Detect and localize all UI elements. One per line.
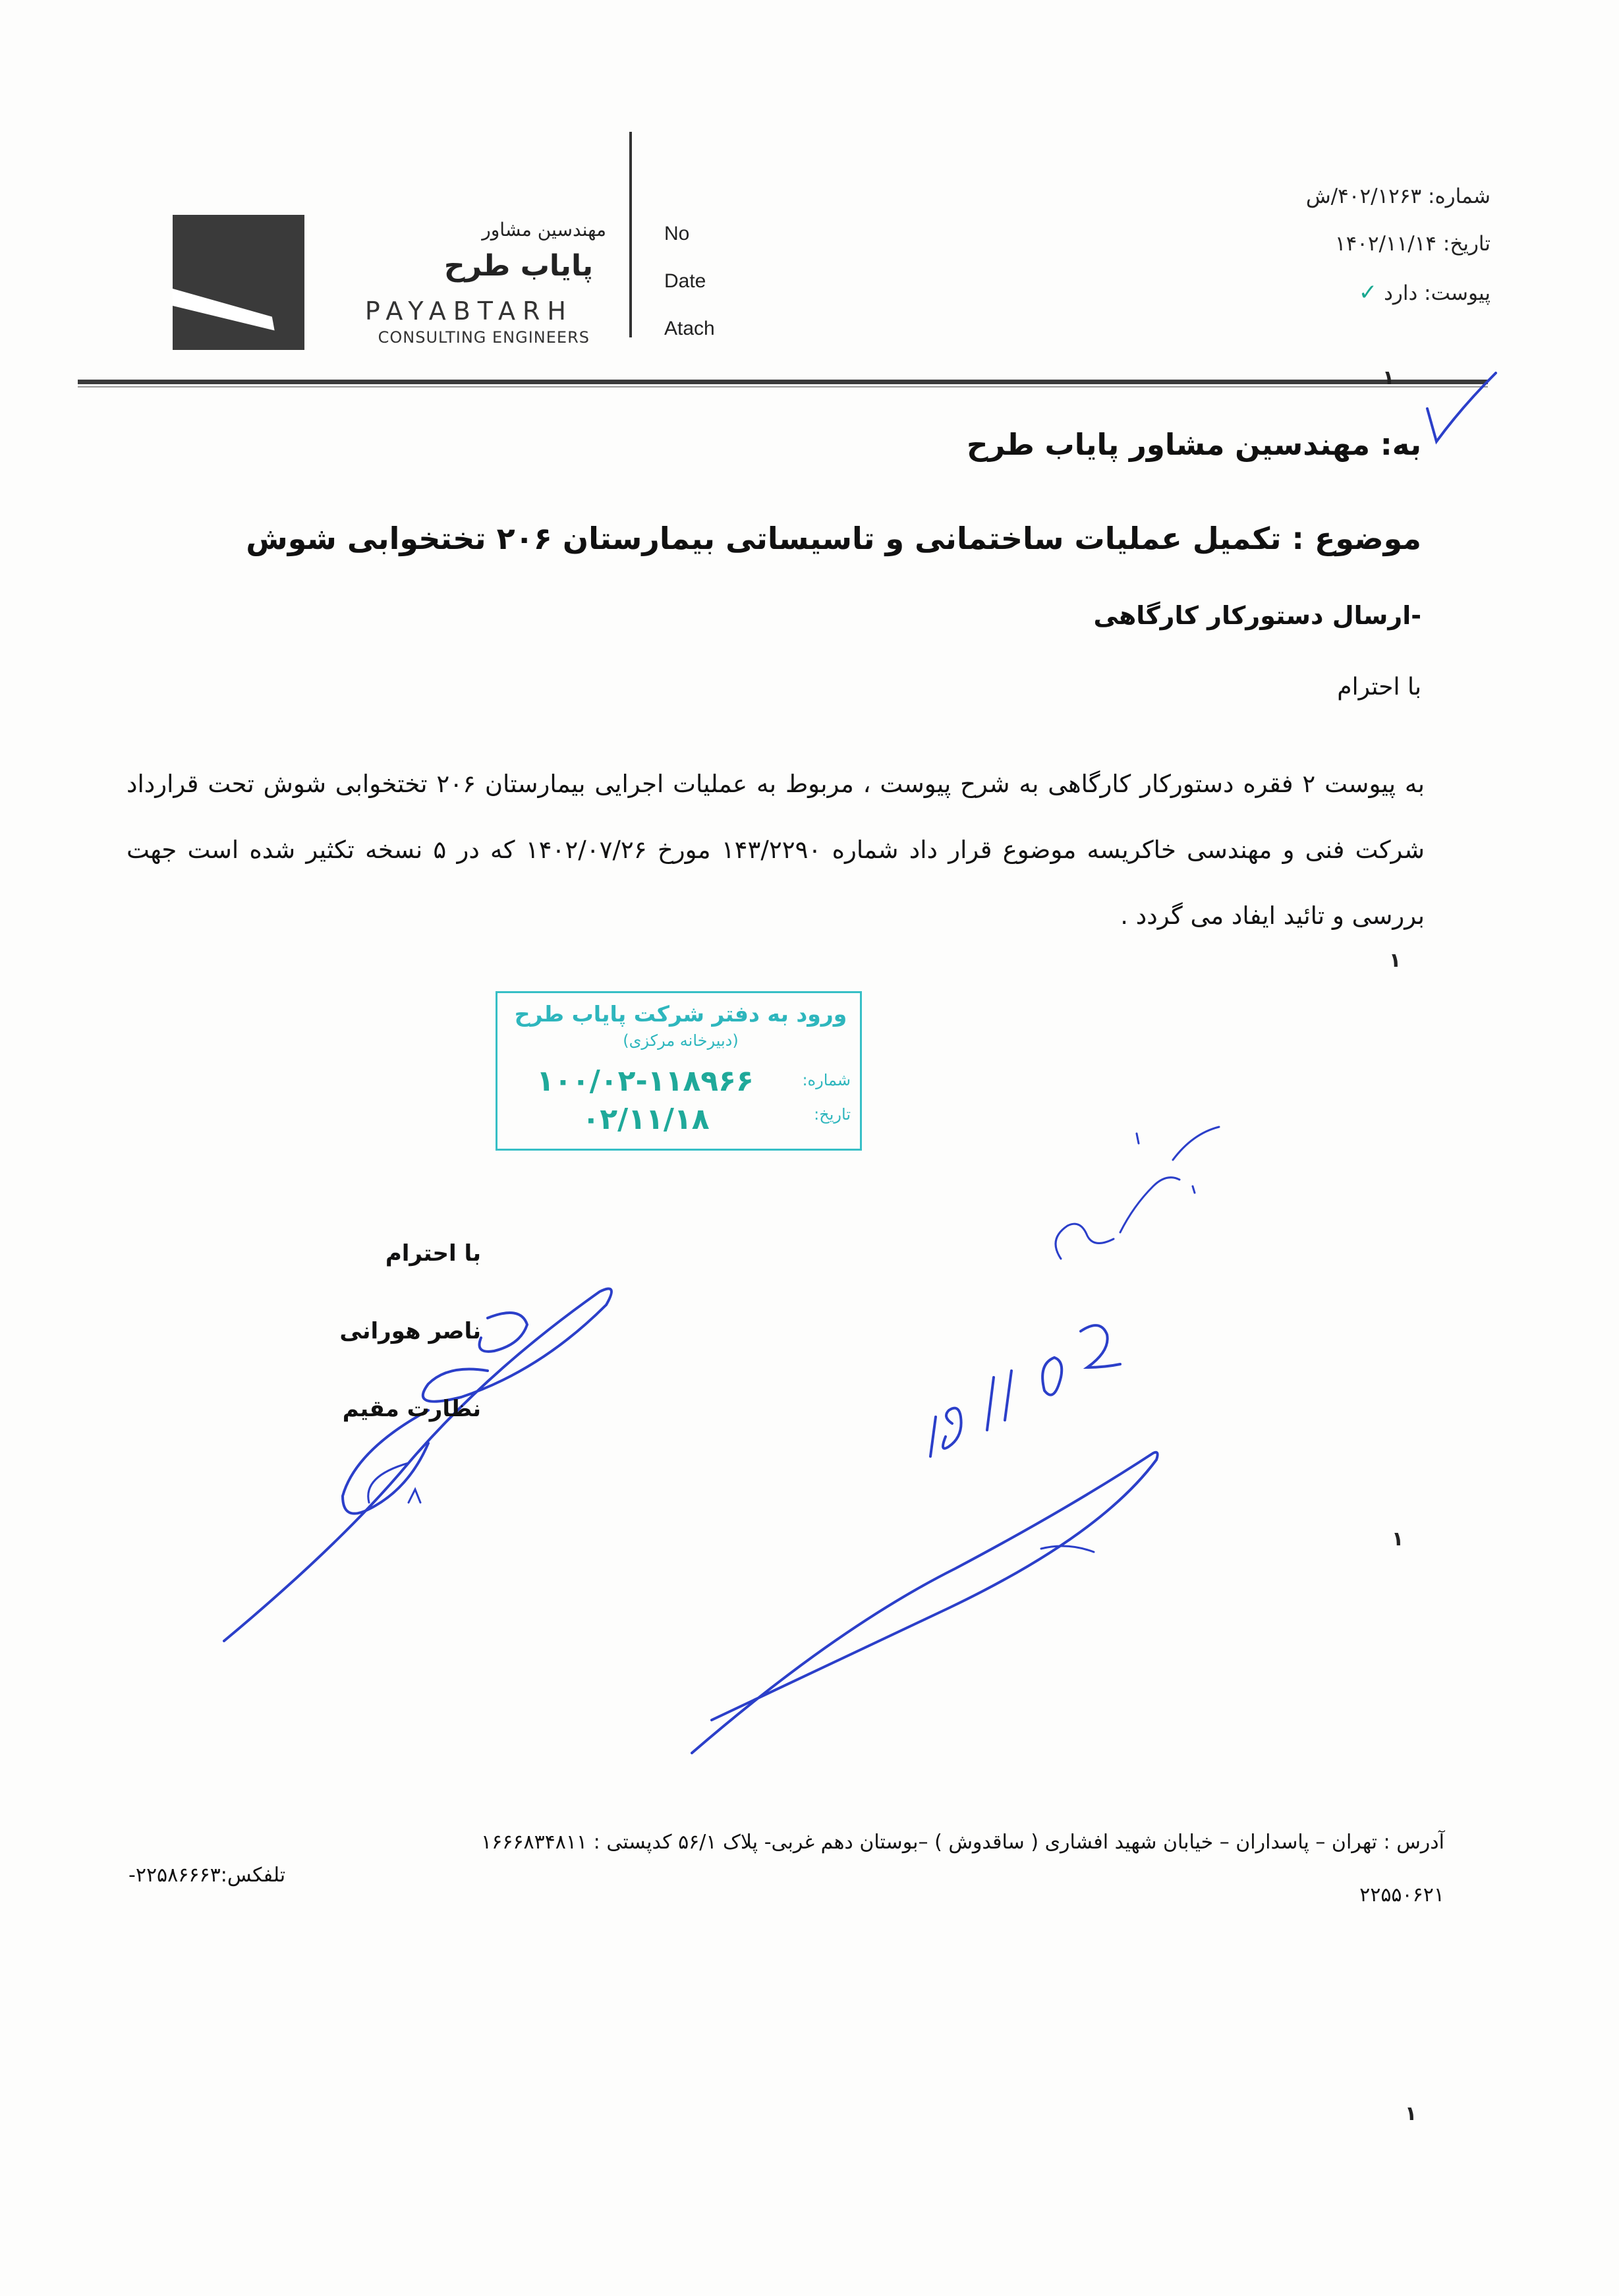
- handwritten-note-icon: [1021, 1107, 1232, 1278]
- subject: موضوع : تکمیل عملیات ساختمانی و تاسیساتی بیمارستان ۲۰۶ تختخوابی شوش: [246, 521, 1421, 556]
- logo-fa-name: پایاب طرح: [443, 249, 593, 283]
- attach-label: Atach: [664, 318, 715, 339]
- footer-phone: ۲۲۵۵۰۶۲۱: [1359, 1883, 1444, 1907]
- company-logo-mark: [173, 215, 304, 350]
- approval-signature-icon: [672, 1443, 1186, 1760]
- date-label: Date: [664, 270, 706, 292]
- header-divider: [629, 132, 632, 337]
- margin-mark: ١: [1389, 949, 1402, 972]
- header-rule-thin: [78, 386, 1488, 387]
- subject-item: -ارسال دستورکار کارگاهی: [1093, 601, 1421, 630]
- logo-fa-small: مهندسین مشاور: [482, 219, 606, 241]
- stamp-date-label: تاریخ:: [814, 1105, 851, 1124]
- letter-attachment-row: [963, 279, 1491, 306]
- addressee: به: مهندسین مشاور پایاب طرح: [967, 427, 1421, 462]
- letter-date: تاریخ: ۱۴۰۲/۱۱/۱۴: [1334, 232, 1491, 256]
- logo-stripe-icon: [173, 215, 304, 350]
- greeting: با احترام: [1337, 674, 1421, 701]
- receipt-stamp: [496, 991, 862, 1151]
- header-rule: [78, 380, 1488, 384]
- stamp-subtitle: (دبیرخانه مرکزی): [623, 1031, 739, 1050]
- footer-address: آدرس : تهران – پاسداران – خیابان شهید افشاری ( ساقدوش ) –بوستان دهم غربی- پلاک ۵۶/۱ کدپستی : ۱۶۶۶۸۳۴۸۱۱: [481, 1831, 1444, 1854]
- stamp-title: ورود به دفتر شرکت پایاب طرح: [514, 1001, 847, 1027]
- stamp-number-value: ۱۰۰/۰۲-۱۱۸۹۶۶: [536, 1064, 754, 1098]
- stamp-number-label: شماره:: [802, 1071, 851, 1089]
- signer-title: نظارت مقیم: [342, 1396, 481, 1422]
- margin-mark: ١: [1405, 2102, 1417, 2125]
- attachment-text: پیوست: دارد: [1384, 281, 1491, 305]
- footer-fax: تلفکس:۲۲۵۸۶۶۶۳-: [128, 1864, 286, 1887]
- logo-en-subtitle: CONSULTING ENGINEERS: [378, 328, 590, 347]
- stamp-date-value: ۰۲/۱۱/۱۸: [582, 1103, 710, 1136]
- closing-greeting: با احترام: [385, 1240, 481, 1267]
- margin-mark: ١: [1392, 1528, 1404, 1551]
- handwritten-check-icon: [1422, 368, 1501, 447]
- signer-name: ناصر هورانی: [339, 1318, 481, 1344]
- letter-body: به پیوست ۲ فقره دستورکار کارگاهی به شرح پیوست ، مربوط به عملیات اجرایی بیمارستان ۲۰۶ تختخوابی شوش تحت قرارداد شرکت فنی و مهندسی خاکریسه موضوع قرار داد شماره ۱۴۳/۲۲۹۰ مورخ ۱۴۰۲/۰۷/۲۶ که در ۵ نسخه تکثیر شده است جهت بررسی و تائید ایفاد می گردد .: [127, 770, 1425, 930]
- check-mark-icon: ✓: [1358, 279, 1378, 306]
- no-label: No: [664, 223, 690, 244]
- logo-en-name: PAYABTARH: [364, 297, 573, 326]
- letter-number: شماره: ۴۰۲/۱۲۶۳/ش: [1305, 185, 1491, 208]
- margin-mark: ١: [1382, 366, 1395, 389]
